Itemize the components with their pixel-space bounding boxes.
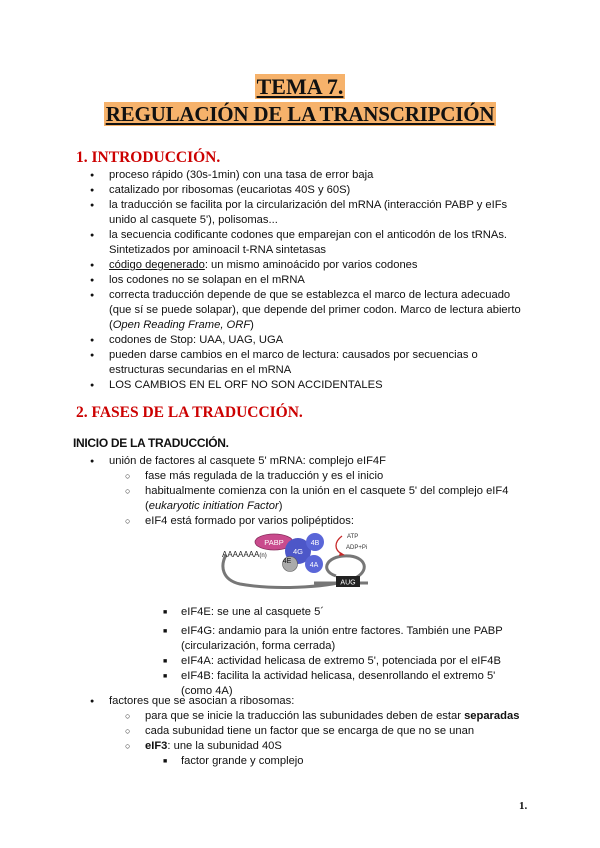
list-item: ● pueden darse cambios en el marco de lectura: causados por secuencias o estructuras secundarias en el mRNA <box>85 348 525 378</box>
list-item: ○ cada subunidad tiene un factor que se encarga de que no se unan <box>85 724 525 739</box>
list-item: ● catalizado por ribosomas (eucariotas 40S y 60S) <box>85 183 525 198</box>
degenerate-code-term: código degenerado <box>109 259 205 271</box>
adp-label: ADP+Pi <box>346 545 368 551</box>
page-number: 1. <box>519 800 528 812</box>
list-item: ● LOS CAMBIOS EN EL ORF NO SON ACCIDENTALES <box>85 378 525 393</box>
list-item: ■ factor grande y complejo <box>85 754 525 769</box>
list-item: ● los codones no se solapan en el mRNA <box>85 273 525 288</box>
list-item: ● la traducción se facilita por la circularización del mRNA (interacción PABP y eIFs unido al casquete 5'), polisomas... <box>85 198 525 228</box>
initiation-list-a <box>85 454 525 529</box>
separadas-term: separadas <box>464 710 520 722</box>
list-item: ○ fase más regulada de la traducción y es el inicio <box>85 469 525 484</box>
list-item: ● correcta traducción depende de que se establezca el marco de lectura adecuado (que sí se puede solapar), que depende del primer codon. Marco de lectura abierto (Open Reading Frame, ORF) <box>85 288 525 333</box>
eif4-parts-list-b <box>85 624 525 699</box>
list-item: ■ eIF4E: se une al casquete 5´ <box>85 605 525 620</box>
atp-label: ATP <box>347 534 359 540</box>
eif4-complex-diagram <box>218 528 390 596</box>
list-item: ● proceso rápido (30s-1min) con una tasa de error baja <box>85 168 525 183</box>
eif4a-label: 4A <box>309 562 319 569</box>
section-2-heading: 2. FASES DE LA TRADUCCIÓN. <box>76 404 303 421</box>
intro-list <box>85 168 525 393</box>
eif3-term: eIF3 <box>145 740 168 752</box>
list-item: ○ habitualmente comienza con la unión en el casquete 5' del complejo eIF4 (eukaryotic initiation Factor) <box>85 484 525 514</box>
aug-label: AUG <box>340 579 356 587</box>
pabp-label: PABP <box>264 538 284 547</box>
list-item: ○ eIF3: une la subunidad 40S <box>85 739 525 754</box>
eif-term: eukaryotic initiation Factor <box>148 500 279 512</box>
list-item: ● factores que se asocian a ribosomas: <box>85 694 525 709</box>
eif4e-label: 4E <box>282 558 292 565</box>
polya-label: AAAAAAA(n) <box>222 550 267 559</box>
list-item: ■ eIF4B: facilita la actividad helicasa, desenrollando el extremo 5' (como 4A) <box>85 669 525 699</box>
list-item: ■ eIF4A: actividad helicasa de extremo 5', potenciada por el eIF4B <box>85 654 525 669</box>
list-item: ● unión de factores al casquete 5' mRNA: complejo eIF4F <box>85 454 525 469</box>
title-line-1: TEMA 7. <box>256 74 344 99</box>
eif4g-label: 4G <box>292 547 304 556</box>
list-item: ○ eIF4 está formado por varios polipéptidos: <box>85 514 525 529</box>
section-1-heading: 1. INTRODUCCIÓN. <box>76 149 221 166</box>
list-item: ● la secuencia codificante codones que emparejan con el anticodón de los tRNAs. Sintetizados por aminoacil t-RNA sintetasas <box>85 228 525 258</box>
section-2-subheading: INICIO DE LA TRADUCCIÓN. <box>73 436 229 450</box>
atp-arrow <box>336 536 342 554</box>
eif4b-label: 4B <box>310 540 320 547</box>
list-item: ■ eIF4G: andamio para la unión entre factores. También une PABP (circularización, forma cerrada) <box>85 624 525 654</box>
title-line-2: REGULACIÓN DE LA TRANSCRIPCIÓN <box>105 102 495 126</box>
list-item: ● código degenerado: un mismo aminoácido por varios codones <box>85 258 525 273</box>
list-item: ○ para que se inicie la traducción las subunidades deben de estar separadas <box>85 709 525 724</box>
initiation-list-b <box>85 694 525 769</box>
orf-term: Open Reading Frame, ORF <box>112 319 251 331</box>
list-item: ● codones de Stop: UAA, UAG, UGA <box>85 333 525 348</box>
eif4-parts-list <box>85 605 525 620</box>
